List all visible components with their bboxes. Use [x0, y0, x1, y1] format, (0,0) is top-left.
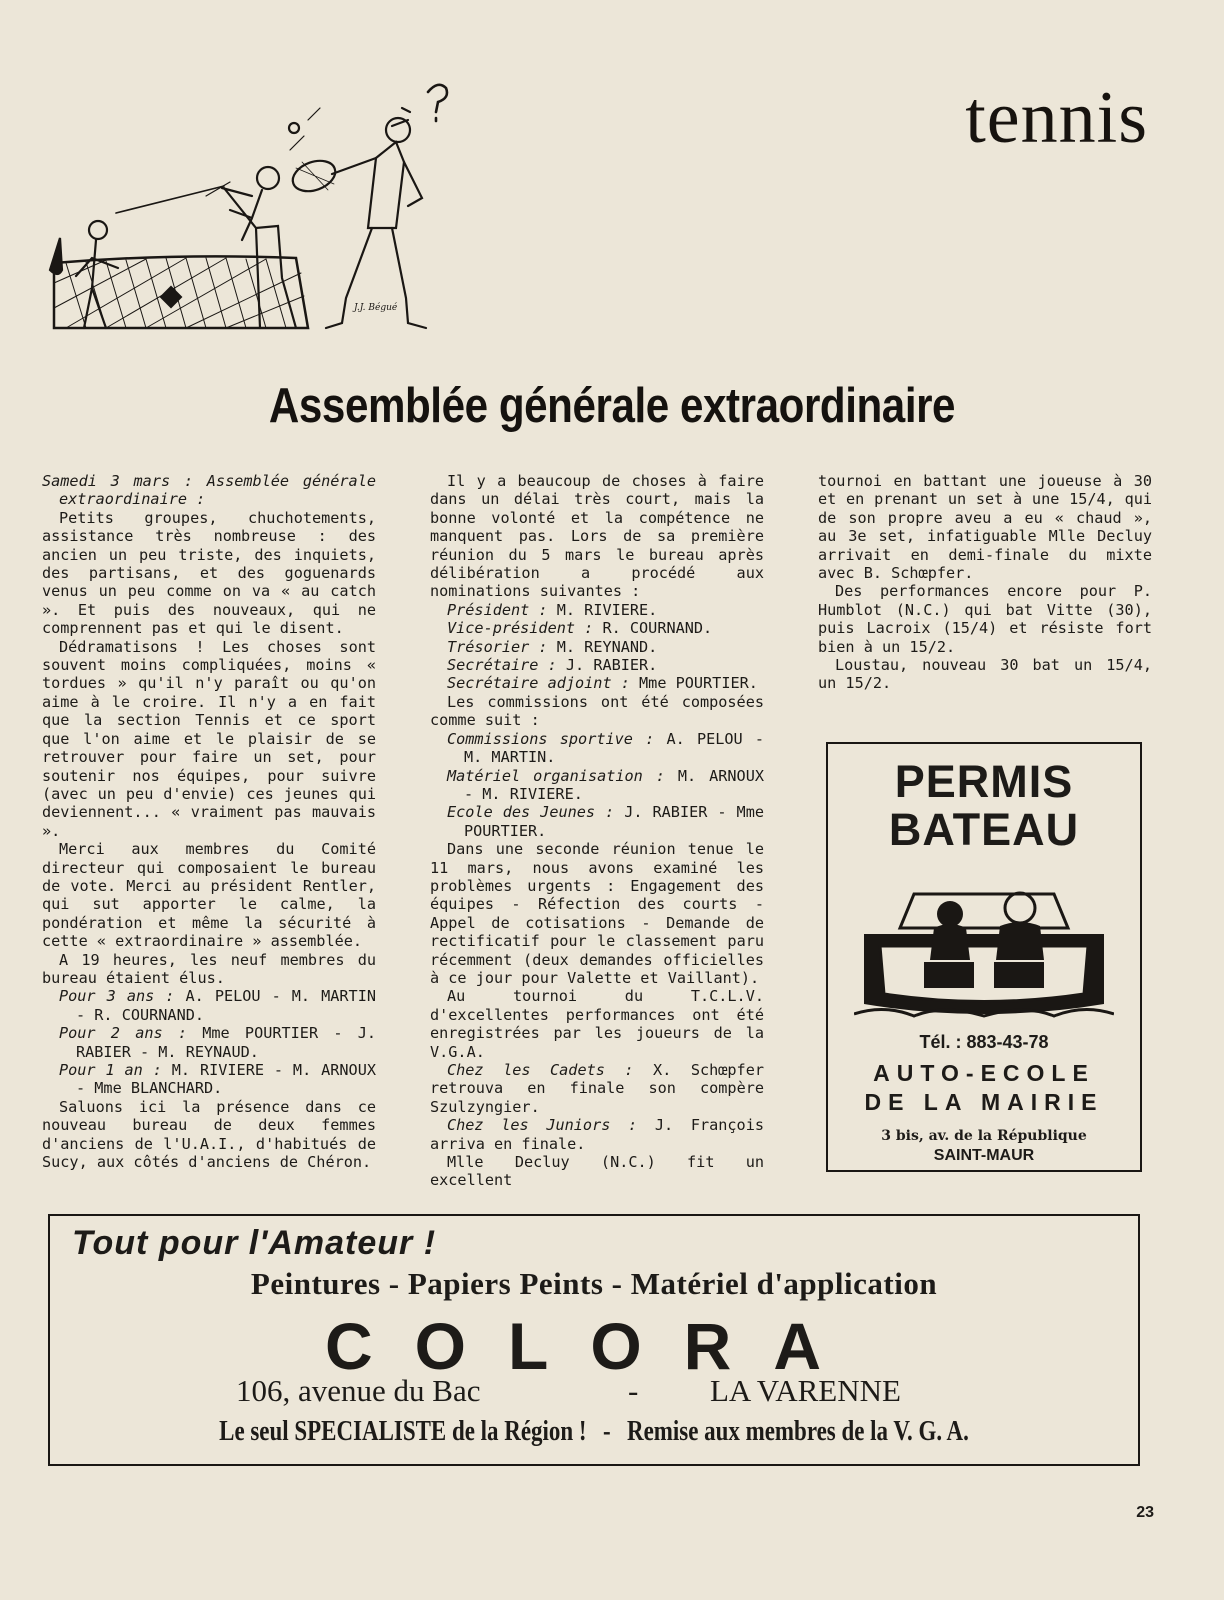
- ad-headline: PERMIS BATEAU: [888, 756, 1080, 855]
- paragraph: tournoi en battant une joueuse à 30 et en prenant un set à une 15/4, qui de son propre aveu a eu « chaud », au 3e set, infatiguable Mlle Decluy arrivait en demi-finale du mixte avec B. Schœpfer.: [818, 472, 1152, 583]
- commission-ecole: Ecole des Jeunes : J. RABIER - Mme POURTIER.: [447, 803, 764, 840]
- role-secretaire: Secrétaire : J. RABIER.: [447, 656, 658, 675]
- commission-sportive: Commissions sportive : A. PELOU - M. MARTIN.: [447, 729, 764, 767]
- umpire-figure: [116, 167, 296, 328]
- main-title: Assemblée générale extraordinaire: [268, 379, 956, 433]
- article-column-3: [818, 472, 1152, 693]
- paragraph: Dédramatisons ! Les choses sont souvent moins compliquées, moins « tordues » qu'il n'y paraît ou qu'on aime à le croire. Il n'y a en fait que la section Tennis et ce sport que l'on aime et le plaisir de se retrouver pour faire un set, pour soutenir nos équipes, pour suivre (avec un peu d'envie) ces jeunes qui deviennent... « vraiment pas mauvais ».: [42, 637, 376, 840]
- signature: J.J. Bégué: [354, 303, 398, 313]
- role-tresorier: Trésorier : M. REYNAND.: [447, 637, 658, 656]
- ad-phone: Tél. : 883-43-78: [919, 1032, 1049, 1052]
- paragraph: Au tournoi du T.C.L.V. d'excellentes performances ont été enregistrées par les joueurs de la V.G.A.: [430, 987, 764, 1061]
- ad-slogan: Tout pour l'Amateur !: [72, 1224, 437, 1262]
- ad-products: Peintures - Papiers Peints - Matériel d'application: [250, 1266, 938, 1301]
- motorboat-icon: [854, 864, 1114, 1024]
- left-player-figure: [50, 221, 118, 328]
- ad-colora: Tout pour l'Amateur ! Peintures - Papiers Peints - Matériel d'application COLORA 106, avenue du Bac - LA VARENNE Le seul SPECIALISTE de la Région ! - Remise aux membres de la V. G. A.: [48, 1214, 1140, 1466]
- juniors-result: Chez les Juniors : J. François arriva en finale.: [430, 1116, 764, 1153]
- paragraph: Petits groupes, chuchotements, assistance très nombreuse : des ancien un peu triste, des inquiets, des partisans, et des goguenards venus un peu comme on va « au catch ». Et puis des nouveaux, qui ne comprennent pas et qui le disent.: [42, 508, 376, 638]
- election-term-2: Pour 2 ans : Mme POURTIER - J. RABIER - M. REYNAUD.: [59, 1024, 376, 1061]
- article-column-2: [430, 472, 764, 1190]
- section-title: tennis: [965, 77, 1148, 159]
- paragraph: Merci aux membres du Comité directeur qui composaient le bureau de vote. Merci au président Rentler, qui sut apporter le calme, la pondération et même la sécurité à cette « extraordinaire » assemblée.: [42, 840, 376, 951]
- ad-address: 3 bis, av. de la République SAINT-MAUR: [881, 1128, 1087, 1164]
- paragraph: A 19 heures, les neuf membres du bureau étaient élus.: [42, 950, 376, 987]
- election-term-1: Pour 1 an : M. RIVIERE - M. ARNOUX - Mme BLANCHARD.: [59, 1061, 376, 1098]
- paragraph: Mlle Decluy (N.C.) fit un excellent: [430, 1153, 764, 1190]
- page-number: 23: [1136, 1504, 1154, 1521]
- paragraph: Dans une seconde réunion tenue le 11 mars, nous avons examiné les problèmes urgents : Engagement des équipes - Réfection des courts - Appel de cotisations - Demande de rectificatif pour le classement paru récemment (deux demandes officielles à ce jour pour Valette et Vaillant).: [430, 840, 764, 987]
- date-lead: Samedi 3 mars : Assemblée générale extraordinaire :: [42, 472, 376, 509]
- paragraph: Loustau, nouveau 30 bat un 15/4, un 15/2.: [818, 656, 1152, 693]
- paragraph: Saluons ici la présence dans ce nouveau bureau de deux femmes d'anciens de l'U.A.I., d'habitués de Sucy, aux côtés d'anciens de Chéron.: [42, 1097, 376, 1172]
- election-term-3: Pour 3 ans : A. PELOU - M. MARTIN - R. COURNAND.: [59, 987, 376, 1024]
- role-president: Président : M. RIVIERE.: [447, 600, 658, 619]
- paragraph: Des performances encore pour P. Humblot (N.C.) qui bat Vitte (30), puis Lacroix (15/4) et résiste fort bien à un 15/2.: [818, 582, 1152, 656]
- role-secretaire-adjoint: Secrétaire adjoint : Mme POURTIER.: [447, 674, 758, 693]
- article-column-1: [42, 472, 376, 1171]
- role-vice-president: Vice-président : R. COURNAND.: [447, 619, 713, 638]
- tennis-cartoon-illustration: [46, 78, 466, 348]
- right-player-figure: [289, 85, 447, 328]
- cadets-result: Chez les Cadets : X. Schœpfer retrouva en finale son compère Szulzyngier.: [430, 1061, 764, 1116]
- paragraph: Il y a beaucoup de choses à faire dans un délai très court, mais la bonne volonté et la compétence ne manquent pas. Lors de sa première réunion du 5 mars le bureau après délibération a procédé aux nominations suivantes :: [430, 472, 764, 601]
- paragraph: Les commissions ont été composées comme suit :: [430, 692, 764, 730]
- ad-footer: Le seul SPECIALISTE de la Région ! - Remise aux membres de la V. G. A.: [219, 1416, 969, 1447]
- commission-materiel: Matériel organisation : M. ARNOUX - M. RIVIERE.: [447, 766, 764, 803]
- ad-brand: COLORA: [325, 1309, 863, 1383]
- ad-school-name: AUTO-ECOLE DE LA MAIRIE: [864, 1060, 1104, 1115]
- ad-permis-bateau: [826, 742, 1142, 1172]
